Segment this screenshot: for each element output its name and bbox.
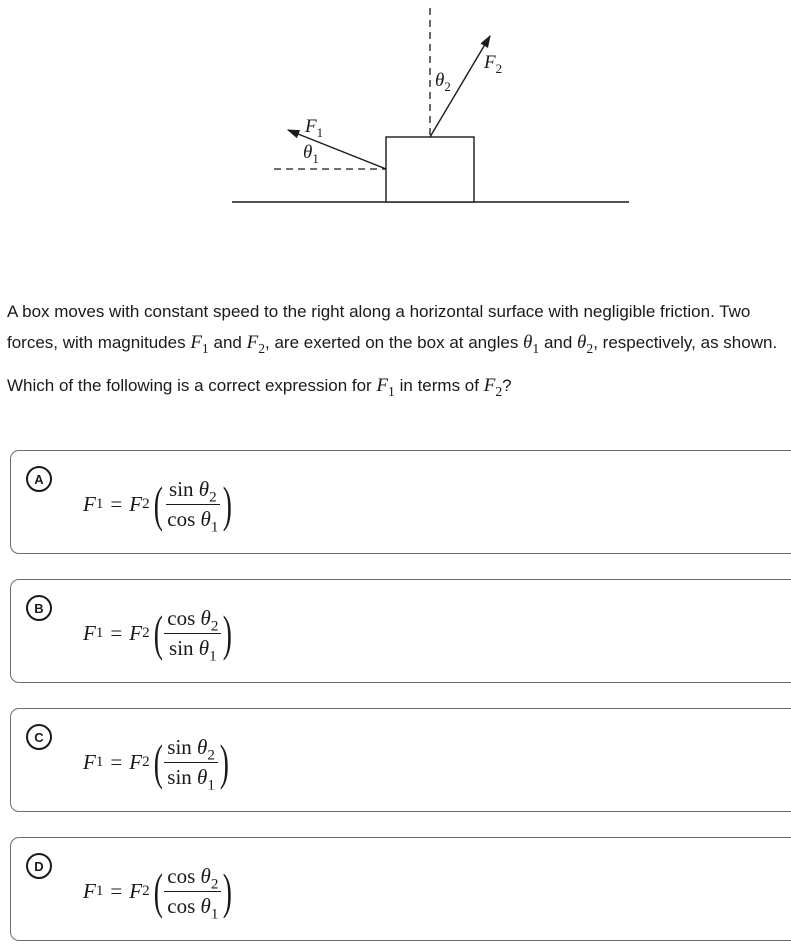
box [386, 137, 474, 202]
theta2-label: $\theta_2$ [435, 70, 451, 94]
fraction: $\frac{\sin \theta_2}{\cos \theta_1}$ [167, 476, 219, 535]
choice-d[interactable] [10, 837, 791, 941]
choice-letter-badge: B [26, 595, 52, 621]
symbol-theta2: $\theta_2$ [577, 332, 594, 356]
symbol-f2: $F_2$ [483, 375, 503, 399]
question-text: Which of the following is a correct expression for [7, 376, 377, 395]
fraction: $\frac{\sin \theta_2}{\sin \theta_1}$ [164, 735, 218, 790]
choice-letter-badge: C [26, 724, 52, 750]
question-line-2 [7, 332, 791, 356]
choice-formula: F 1 = F 2 ( $\frac{\sin \theta_2}{\cos \theta_1}$ ) [83, 476, 233, 535]
question-text: , respectively, as shown. [593, 333, 778, 352]
question-line-3 [7, 375, 791, 399]
choice-formula: F 1 = F 2 ( $\frac{\cos \theta_2}{\cos \theta_1}$ ) [83, 863, 233, 922]
choice-formula: F 1 = F 2 ( $\frac{\sin \theta_2}{\sin \theta_1}$ ) [83, 734, 229, 793]
symbol-theta1: $\theta_1$ [523, 332, 540, 356]
choice-letter-badge: D [26, 853, 52, 879]
choice-letter-badge: A [26, 466, 52, 492]
f1-label: $F_1$ [305, 116, 324, 140]
fraction: $\frac{\cos \theta_2}{\sin \theta_1}$ [164, 606, 221, 661]
question-text: forces, with magnitudes [7, 333, 191, 352]
question-text: , are exerted on the box at angles [265, 333, 524, 352]
f2-label: $F_2$ [484, 52, 503, 76]
choice-formula: F 1 = F 2 ( $\frac{\cos \theta_2}{\sin \theta_1}$ ) [83, 605, 233, 664]
choice-c[interactable] [10, 708, 791, 812]
choice-b[interactable] [10, 579, 791, 683]
symbol-f1: $F_1$ [376, 375, 395, 399]
question-line-1: A box moves with constant speed to the right along a horizontal surface with negligible friction. Two [7, 302, 751, 321]
question-text: in terms of [394, 376, 484, 395]
force-diagram [0, 0, 791, 240]
choice-a[interactable] [10, 450, 791, 554]
symbol-f1: $F_1$ [190, 332, 209, 356]
theta1-label: $\theta_1$ [303, 142, 319, 166]
question-text: and [539, 333, 578, 352]
symbol-f2: $F_2$ [246, 332, 266, 356]
fraction: $\frac{\cos \theta_2}{\cos \theta_1}$ [164, 864, 221, 919]
question-text: ? [502, 376, 512, 395]
question-text: and [208, 333, 247, 352]
